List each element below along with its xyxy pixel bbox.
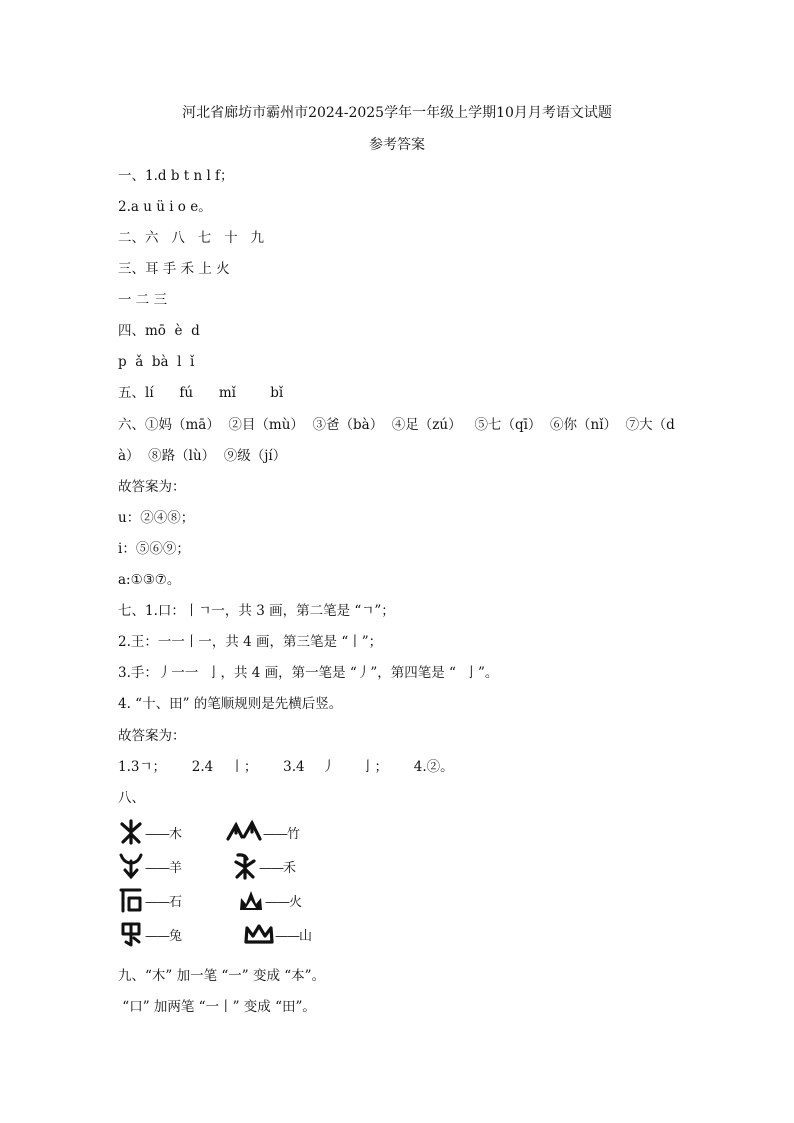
answer-7-line-1: 七、1.口：丨ㄱ一，共 3 画，第二笔是 “ㄱ”；	[118, 603, 395, 619]
oracle-wood-answer: ——木	[145, 826, 182, 842]
answer-5-line-1: 五、lí fú mǐ bǐ	[118, 385, 284, 401]
answer-6-line-2: à） ⑧路（lù） ⑨级（jí）	[118, 448, 287, 464]
oracle-stone-answer: ——石	[145, 894, 182, 910]
answer-7-line-4: 4. “十、田” 的笔顺规则是先横后竖。	[118, 696, 343, 712]
answer-6-line-5: i：⑤⑥⑨；	[118, 541, 190, 557]
answer-9-line-2: “口” 加两笔 “一丨” 变成 “田”。	[118, 999, 316, 1015]
oracle-wood-icon	[118, 819, 144, 845]
oracle-row-4	[118, 920, 358, 948]
oracle-sheep-answer: ——羊	[145, 860, 182, 876]
oracle-rabbit-answer: ——兔	[145, 928, 182, 944]
oracle-fire-icon	[238, 888, 264, 912]
oracle-grain-answer: ——禾	[259, 860, 296, 876]
oracle-row-1	[118, 818, 358, 846]
answer-6-line-6: a:①③⑦。	[118, 572, 181, 588]
answer-7-line-5: 故答案为：	[118, 728, 186, 744]
answer-8-label: 八、	[118, 790, 145, 806]
oracle-row-3	[118, 886, 358, 914]
oracle-mountain-icon	[244, 922, 274, 946]
page-title: 河北省廊坊市霸州市2024-2025学年一年级上学期10月月考语文试题	[182, 105, 612, 121]
oracle-grain-icon	[232, 852, 258, 880]
oracle-row-2	[118, 852, 358, 880]
answer-9-line-1: 九、“木” 加一笔 “一” 变成 “本”。	[118, 968, 326, 984]
oracle-sheep-icon	[118, 852, 144, 880]
answer-3-line-2: 一 二 三	[118, 292, 168, 308]
oracle-bamboo-icon	[226, 819, 262, 845]
oracle-fire-answer: ——火	[265, 894, 302, 910]
answer-3-line-1: 三、耳 手 禾 上 火	[118, 261, 230, 277]
answer-7-line-2: 2.王：一一丨一，共 4 画，第三笔是 “丨”；	[118, 634, 383, 650]
answer-4-line-2: p ǎ bà l ǐ	[118, 354, 195, 370]
answer-1-line-2: 2.a u ü i o e。	[118, 199, 212, 215]
answer-4-line-1: 四、mō è d	[118, 323, 200, 339]
answer-7-line-6: 1.3ㄱ； 2.4 丨； 3.4 丿 亅； 4.②。	[118, 759, 454, 775]
answer-6-line-4: u：②④⑧；	[118, 510, 195, 526]
page-subtitle: 参考答案	[369, 137, 425, 153]
oracle-rabbit-icon	[118, 920, 144, 948]
oracle-bamboo-answer: ——竹	[263, 826, 300, 842]
answer-6-line-1: 六、①妈（mā） ②目（mù） ③爸（bà） ④足（zú） ⑤七（qī） ⑥你（nǐ） ⑦大（d	[118, 417, 675, 433]
answer-7-line-3: 3.手：丿一一 亅，共 4 画，第一笔是 “丿”，第四笔是 “ 亅”。	[118, 665, 499, 681]
answer-1-line-1: 一、1.d b t n l f；	[118, 168, 234, 184]
answer-2-line-1: 二、六 八 七 十 九	[118, 230, 264, 246]
oracle-stone-icon	[118, 886, 144, 914]
oracle-mountain-answer: ——山	[275, 928, 312, 944]
answer-6-line-3: 故答案为：	[118, 479, 186, 495]
